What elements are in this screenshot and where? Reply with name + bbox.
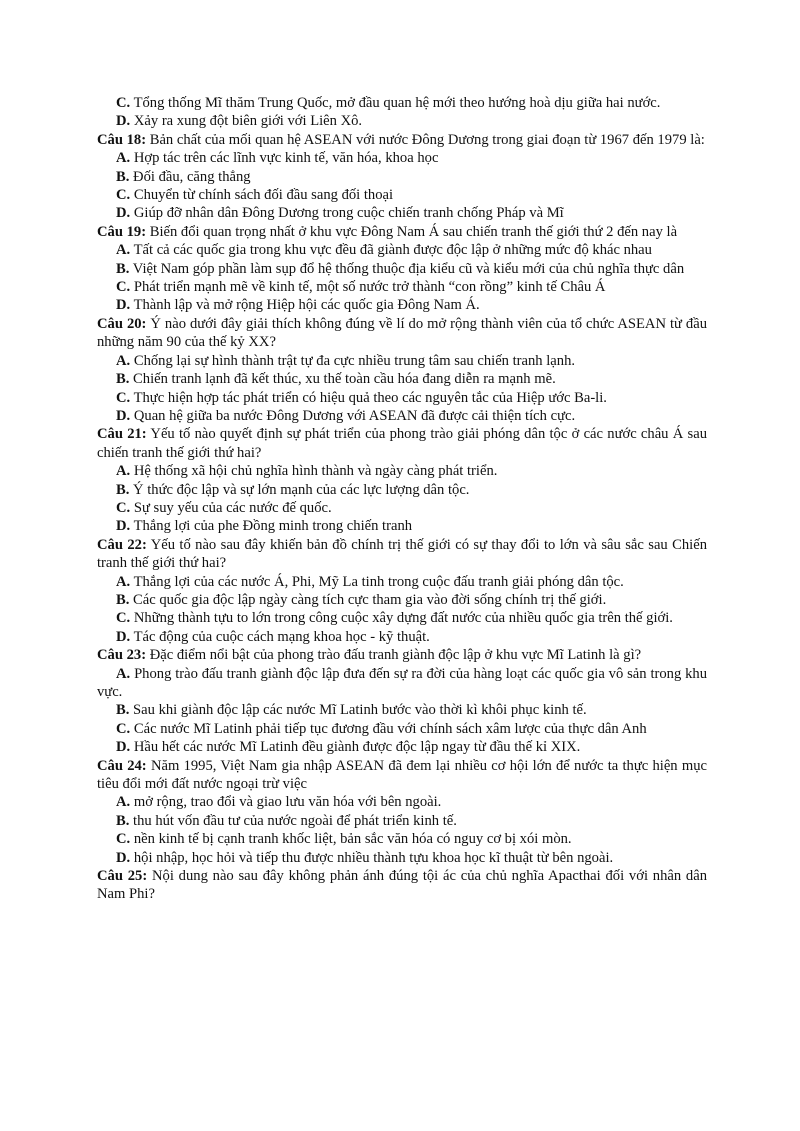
- answer-option-label: A.: [116, 242, 131, 259]
- answer-option-text: Đối đầu, căng thẳng: [133, 168, 251, 185]
- answer-option-text: hội nhập, học hỏi và tiếp thu được nhiều thành tựu khoa học kĩ thuật từ bên ngoài.: [133, 849, 614, 866]
- answer-option-text: Những thành tựu to lớn trong công cuộc xây dựng đất nước của nhiều quốc gia trên thế giới.: [133, 610, 673, 627]
- answer-option-label: A.: [116, 150, 131, 167]
- answer-option: [97, 407, 707, 425]
- answer-option-text: Thực hiện hợp tác phát triển có hiệu quả theo các nguyên tắc của Hiệp ước Ba-li.: [133, 389, 607, 406]
- answer-option-label: D.: [116, 407, 131, 424]
- answer-option-label: A.: [116, 573, 131, 590]
- answer-option: [97, 241, 707, 259]
- answer-option: [97, 830, 707, 848]
- answer-option: [97, 296, 707, 314]
- answer-option-text: Chống lại sự hình thành trật tự đa cực nhiều trung tâm sau chiến tranh lạnh.: [133, 352, 576, 369]
- question-stem-label: Câu 22:: [97, 536, 147, 553]
- question-stem-text: Bản chất của mối quan hệ ASEAN với nước Đông Dương trong giai đoạn từ 1967 đến 1979 là:: [149, 131, 705, 148]
- answer-option-text: nền kinh tế bị cạnh tranh khốc liệt, bản sắc văn hóa có nguy cơ bị xói mòn.: [133, 831, 572, 848]
- answer-option: [97, 720, 707, 738]
- answer-option-label: D.: [116, 628, 131, 645]
- answer-option-text: Ý thức độc lập và sự lớn mạnh của các lực lượng dân tộc.: [133, 481, 470, 498]
- answer-option-label: C.: [116, 279, 131, 296]
- question-list: [97, 131, 707, 904]
- answer-option-label: C.: [116, 95, 131, 111]
- question-stem-label: Câu 23:: [97, 647, 147, 664]
- question-block: [97, 131, 707, 223]
- answer-option-label: D.: [116, 739, 131, 756]
- question-block: [97, 646, 707, 756]
- answer-option-label: C.: [116, 831, 131, 848]
- answer-option-text: Sau khi giành độc lập các nước Mĩ Latinh bước vào thời kì khôi phục kinh tế.: [133, 702, 587, 719]
- answer-option-text: Sự suy yếu của các nước đế quốc.: [133, 499, 332, 516]
- answer-option-text: Quan hệ giữa ba nước Đông Dương với ASEAN đã được cải thiện tích cực.: [133, 407, 576, 424]
- answer-option-label: A.: [116, 794, 131, 811]
- answer-option-label: B.: [116, 260, 130, 277]
- answer-option-text: thu hút vốn đầu tư của nước ngoài để phát triển kinh tế.: [133, 812, 457, 829]
- answer-option: [97, 168, 707, 186]
- answer-option: [97, 812, 707, 830]
- answer-option: [97, 370, 707, 388]
- question-stem-label: Câu 18:: [97, 131, 147, 148]
- answer-option-text: Thành lập và mở rộng Hiệp hội các quốc gia Đông Nam Á.: [133, 297, 480, 314]
- answer-option-label: B.: [116, 168, 130, 185]
- answer-option-label: C.: [116, 610, 131, 627]
- exam-document: [97, 94, 707, 904]
- answer-option-label: B.: [116, 812, 130, 829]
- answer-option: [97, 186, 707, 204]
- answer-option-text: Việt Nam góp phần làm sụp đổ hệ thống thuộc địa kiểu cũ và kiểu mới của chủ nghĩa thực dân: [132, 260, 685, 277]
- answer-option-text: Xảy ra xung đột biên giới với Liên Xô.: [133, 113, 363, 130]
- answer-option-label: C.: [116, 720, 131, 737]
- answer-option-text: Giúp đỡ nhân dân Đông Dương trong cuộc chiến tranh chống Pháp và Mĩ: [133, 205, 564, 222]
- answer-option: [97, 94, 707, 112]
- continued-options: [97, 94, 707, 131]
- answer-option-label: B.: [116, 481, 130, 498]
- answer-option: [97, 849, 707, 867]
- answer-option-text: Phong trào đấu tranh giành độc lập đưa đến sự ra đời của hàng loạt các quốc gia vô sản trong khu vực.: [97, 665, 707, 700]
- question-stem-label: Câu 24:: [97, 757, 147, 774]
- question-stem-label: Câu 21:: [97, 426, 147, 443]
- answer-option-text: Hầu hết các nước Mĩ Latinh đều giành được độc lập ngay từ đầu thế kỉ XIX.: [133, 739, 581, 756]
- answer-option: [97, 481, 707, 499]
- answer-option-text: Tất cả các quốc gia trong khu vực đều đã giành được độc lập ở những mức độ khác nhau: [133, 242, 652, 259]
- answer-option-text: mở rộng, trao đổi và giao lưu văn hóa với bên ngoài.: [133, 794, 442, 811]
- question-block: [97, 223, 707, 315]
- answer-option: [97, 149, 707, 167]
- answer-option-label: C.: [116, 187, 131, 204]
- question-stem: [97, 867, 707, 904]
- question-stem-label: Câu 20:: [97, 315, 147, 332]
- answer-option: [97, 701, 707, 719]
- question-stem-text: Ý nào dưới đây giải thích không đúng về lí do mở rộng thành viên của tổ chức ASEAN từ đầu những năm 90 của thế kỷ XX?: [97, 315, 708, 351]
- answer-option-text: Tổng thống Mĩ thăm Trung Quốc, mở đầu quan hệ mới theo hướng hoà dịu giữa hai nước.: [133, 95, 661, 111]
- question-stem-text: Năm 1995, Việt Nam gia nhập ASEAN đã đem lại nhiều cơ hội lớn để nước ta thực hiện mục tiêu đổi mới đất nước ngoại trừ việc: [97, 757, 707, 793]
- question-stem: [97, 536, 707, 573]
- answer-option: [97, 462, 707, 480]
- question-stem-text: Yếu tố nào sau đây khiến bản đồ chính trị thế giới có sự thay đổi to lớn và sâu sắc sau Chiến tranh thế giới thứ hai?: [97, 536, 707, 572]
- answer-option-text: Các nước Mĩ Latinh phải tiếp tục đương đầu với chính sách xâm lược của thực dân Anh: [133, 720, 647, 737]
- answer-option-text: Phát triển mạnh mẽ về kinh tế, một số nước trở thành “con rồng” kinh tế Châu Á: [133, 279, 606, 296]
- question-stem: [97, 131, 707, 149]
- answer-option-label: D.: [116, 518, 131, 535]
- question-stem: [97, 315, 707, 352]
- question-stem: [97, 757, 707, 794]
- answer-option-label: A.: [116, 463, 131, 480]
- question-stem-label: Câu 25:: [97, 868, 148, 885]
- question-stem-text: Nội dung nào sau đây không phản ánh đúng tội ác của chủ nghĩa Apacthai đối với nhân dân Nam Phi?: [97, 868, 708, 903]
- answer-option: [97, 389, 707, 407]
- answer-option-text: Thắng lợi của các nước Á, Phi, Mỹ La tinh trong cuộc đấu tranh giải phóng dân tộc.: [133, 573, 624, 590]
- answer-option: [97, 204, 707, 222]
- answer-option: [97, 628, 707, 646]
- answer-option-label: B.: [116, 371, 130, 388]
- answer-option: [97, 591, 707, 609]
- question-block: [97, 425, 707, 535]
- answer-option-label: D.: [116, 205, 131, 222]
- question-stem: [97, 425, 707, 462]
- answer-option-text: Chiến tranh lạnh đã kết thúc, xu thế toàn cầu hóa đang diễn ra mạnh mẽ.: [133, 371, 556, 388]
- answer-option: [97, 665, 707, 702]
- answer-option-label: A.: [116, 352, 131, 369]
- answer-option-label: D.: [116, 849, 131, 866]
- answer-option-label: B.: [116, 591, 130, 608]
- answer-option-text: Thắng lợi của phe Đồng minh trong chiến tranh: [133, 518, 413, 535]
- answer-option-label: A.: [116, 665, 131, 682]
- question-block: [97, 757, 707, 867]
- answer-option: [97, 112, 707, 130]
- answer-option: [97, 260, 707, 278]
- answer-option: [97, 793, 707, 811]
- answer-option-text: Hợp tác trên các lĩnh vực kinh tế, văn hóa, khoa học: [133, 150, 439, 167]
- question-stem: [97, 223, 707, 241]
- answer-option: [97, 517, 707, 535]
- question-stem-text: Biến đổi quan trọng nhất ở khu vực Đông Nam Á sau chiến tranh thế giới thứ 2 đến nay là: [149, 223, 678, 240]
- answer-option: [97, 609, 707, 627]
- question-block: [97, 536, 707, 646]
- answer-option: [97, 499, 707, 517]
- answer-option: [97, 738, 707, 756]
- answer-option: [97, 352, 707, 370]
- answer-option-label: D.: [116, 113, 131, 130]
- answer-option-text: Hệ thống xã hội chủ nghĩa hình thành và ngày càng phát triển.: [133, 463, 498, 480]
- answer-option-label: D.: [116, 297, 131, 314]
- question-stem-label: Câu 19:: [97, 223, 147, 240]
- question-block: [97, 867, 707, 904]
- answer-option: [97, 573, 707, 591]
- answer-option-label: C.: [116, 499, 131, 516]
- answer-option: [97, 278, 707, 296]
- answer-option-text: Chuyển từ chính sách đối đầu sang đối thoại: [133, 187, 394, 204]
- answer-option-text: Các quốc gia độc lập ngày càng tích cực tham gia vào đời sống chính trị thế giới.: [133, 591, 607, 608]
- question-stem: [97, 646, 707, 664]
- question-stem-text: Đặc điểm nổi bật của phong trào đấu tranh giành độc lập ở khu vực Mĩ Latinh là gì?: [149, 647, 642, 664]
- answer-option-label: B.: [116, 702, 130, 719]
- question-block: [97, 315, 707, 425]
- answer-option-label: C.: [116, 389, 131, 406]
- answer-option-text: Tác động của cuộc cách mạng khoa học - kỹ thuật.: [133, 628, 430, 645]
- question-stem-text: Yếu tố nào quyết định sự phát triển của phong trào giải phóng dân tộc ở các nước châu Á sau chiến tranh thế giới thứ hai?: [97, 426, 707, 461]
